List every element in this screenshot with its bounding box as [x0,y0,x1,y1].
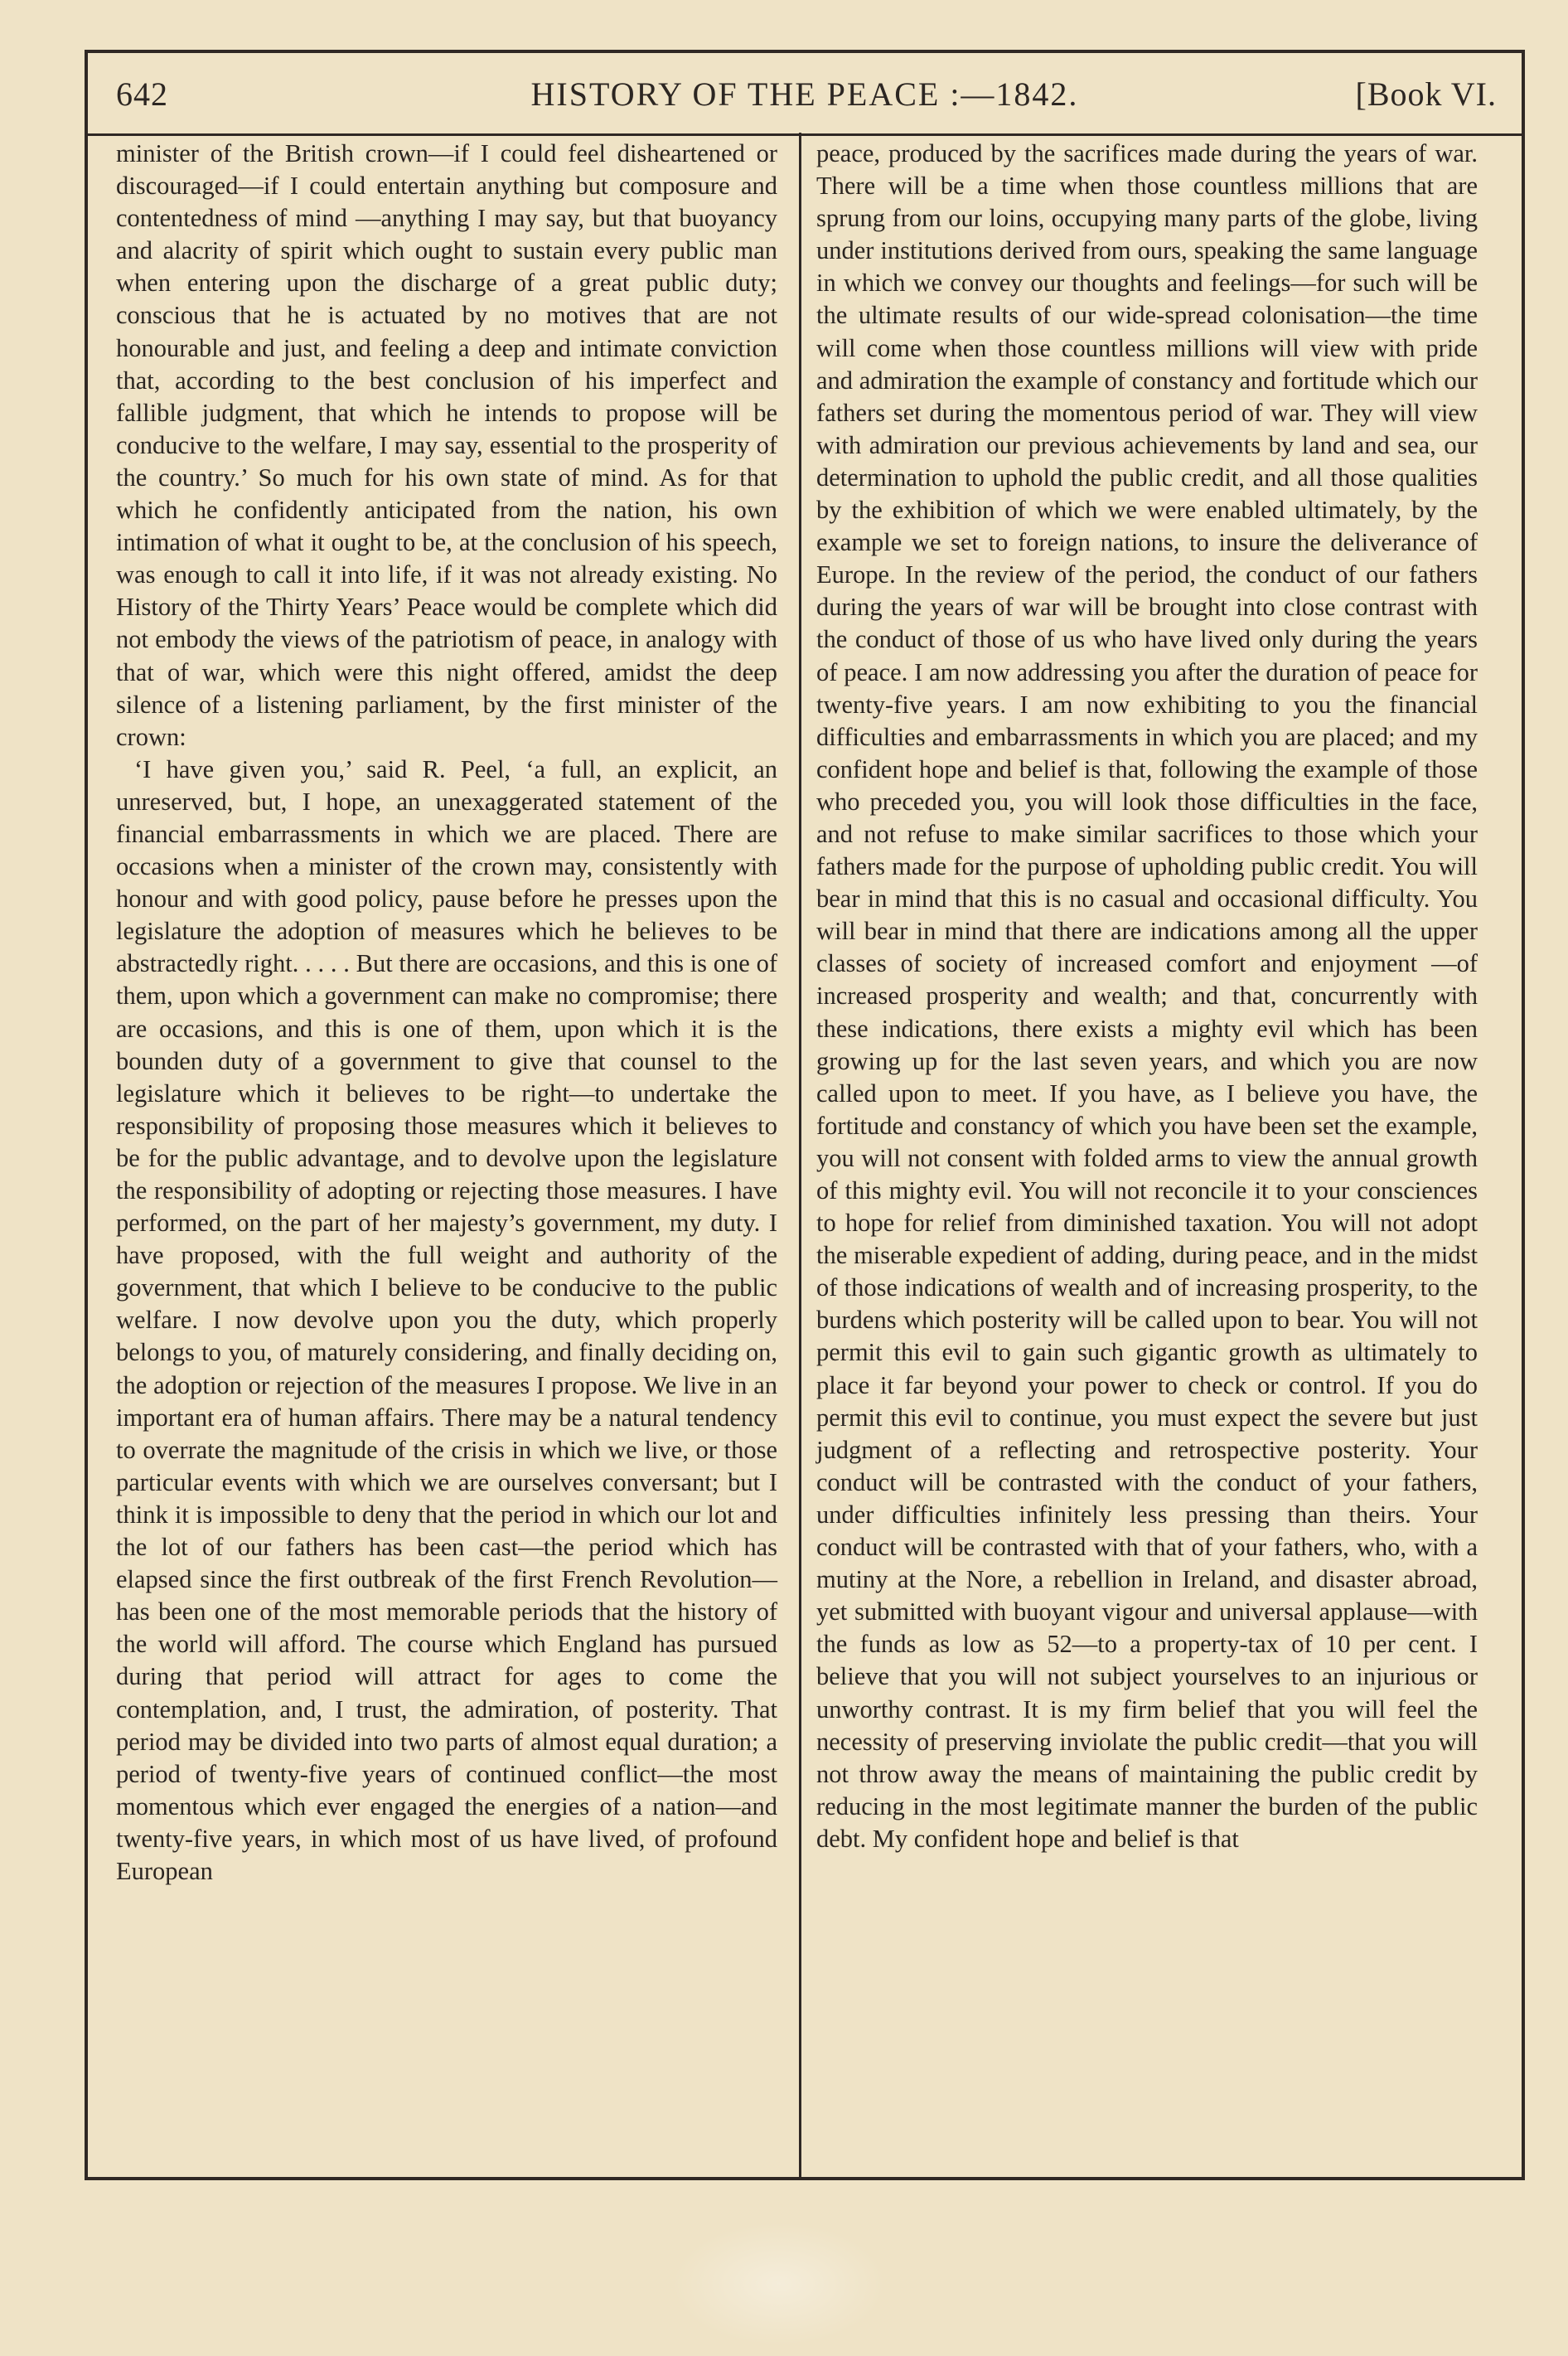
left-paragraph-2: ‘I have given you,’ said R. Peel, ‘a full, an explicit, an unreserved, but, I hope, an unexaggerated statement of the financial embarrassments in which we are placed. There are occasions when a minister of the crown may, consistently with honour and with good policy, pause before he presses upon the legislature the adoption of measures which he believes to be abstractedly right. . . . . But there are occasions, and this is one of them, upon which a government can make no compromise; there are occasions, and this is one of them, upon which it is the bounden duty of a government to give that counsel to the legislature which it believes to be right—to undertake the responsibility of proposing those measures which it believes to be for the public advantage, and to devolve upon the legislature the responsibility of adopting or rejecting those measures. I have performed, on the part of her majesty’s government, my duty. I have proposed, with the full weight and authority of the government, that which I believe to be conducive to the public welfare. I now devolve upon you the duty, which properly belongs to you, of maturely considering, and finally deciding on, the adoption or rejection of the measures I propose. We live in an important era of human affairs. There may be a natural tendency to overrate the magnitude of the crisis in which we live, or those particular events with which we are ourselves conversant; but I think it is impossible to deny that the period in which our lot and the lot of our fathers has been cast—the period which has elapsed since the first outbreak of the first French Revolution—has been one of the most memorable periods that the history of the world will afford. The course which England has pursued during that period will attract for ages to come the contemplation, and, I trust, the admiration, of posterity. That period may be divided into two parts of almost equal duration; a period of twenty-five years of continued conflict—the most momentous which ever engaged the energies of a nation—and twenty-five years, in which most of us have lived, of profound European [116,754,777,1885]
column-divider [799,133,801,2180]
left-column [116,138,777,1888]
left-paragraph-1: minister of the British crown—if I could feel disheartened or discouraged—if I could entertain anything but composure and contentedness of mind —anything I may say, but that buoyancy and alacrity of spirit which ought to sustain every public man when entering upon the discharge of a great public duty; conscious that he is actuated by no motives that are not honourable and just, and feeling a deep and intimate conviction that, according to the best conclusion of his imperfect and fallible judgment, that which he intends to propose will be conducive to the welfare, I may say, essential to the prosperity of the country.’ So much for his own state of mind. As for that which he confidently anticipated from the nation, his own intimation of what it ought to be, at the conclusion of his speech, was enough to call it into life, if it was not already existing. No History of the Thirty Years’ Peace would be complete which did not embody the views of the patriotism of peace, in analogy with that of war, which were this night offered, amidst the deep silence of a listening parliament, by the first minister of the crown: [116,139,777,751]
running-header [88,53,1522,136]
running-title: HISTORY OF THE PEACE :—1842. [530,75,1079,113]
right-paragraph-1: peace, produced by the sacrifices made during the years of war. There will be a time when those countless millions that are sprung from our loins, occupying many parts of the globe, living under institutions derived from ours, speaking the same language in which we convey our thoughts and feelings—for such will be the ultimate results of our wide-spread colonisation—the time will come when those countless millions will view with pride and admiration the example of constancy and fortitude which our fathers set during the momentous period of war. They will view with admiration our previous achievements by land and sea, our determination to uphold the public credit, and all those qualities by the exhibition of which we were enabled ultimately, by the example we set to foreign nations, to insure the deliverance of Europe. In the review of the period, the conduct of our fathers during the years of war will be brought into close contrast with the conduct of those of us who have lived only during the years of peace. I am now addressing you after the duration of peace for twenty-five years. I am now exhibiting to you the financial difficulties and embarrassments in which you are placed; and my confident hope and belief is that, following the example of those who preceded you, you will look those difficulties in the face, and not refuse to make similar sacrifices to those which your fathers made for the purpose of upholding public credit. You will bear in mind that this is no casual and occasional difficulty. You will bear in mind that there are indications among all the upper classes of society of increased comfort and enjoyment —of increased prosperity and wealth; and that, concurrently with these indications, there exists a mighty evil which has been growing up for the last seven years, and which you are now called upon to meet. If you have, as I believe you have, the fortitude and constancy of which you have been set the example, you will not consent with folded arms to view the annual growth of this mighty evil. You will not reconcile it to your consciences to hope for relief from diminished taxation. You will not adopt the miserable expedient of adding, during peace, and in the midst of those indications of wealth and of increasing prosperity, to the burdens which posterity will be called upon to bear. You will not permit this evil to gain such gigantic growth as ultimately to place it far beyond your power to check or control. If you do permit this evil to continue, you must expect the severe but just judgment of a reflecting and retrospective posterity. Your conduct will be contrasted with the conduct of your fathers, under difficulties infinitely less pressing than theirs. Your conduct will be contrasted with that of your fathers, who, with a mutiny at the Nore, a rebellion in Ireland, and disaster abroad, yet submitted with buoyant vigour and universal applause—with the funds as low as 52—to a property-tax of 10 per cent. I believe that you will not subject yourselves to an injurious or unworthy contrast. It is my firm belief that you will feel the necessity of preserving inviolate the public credit—that you will not throw away the means of maintaining the public credit by reducing in the most legitimate manner the burden of the public debt. My confident hope and belief is that [816,139,1478,1853]
page-stain [671,2222,887,2346]
book-label: [Book VI. [1355,75,1497,113]
right-column [816,138,1478,1855]
page-number: 642 [116,75,168,113]
